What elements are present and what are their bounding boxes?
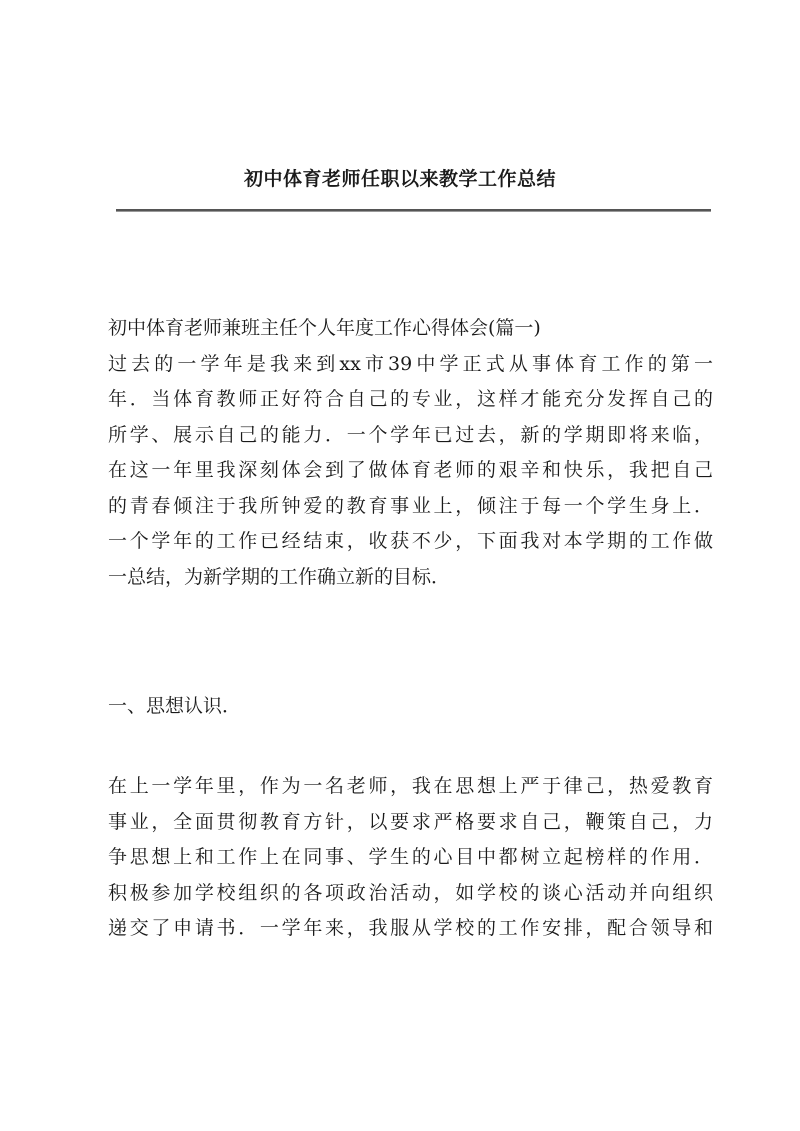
paragraph-line: 过去的一学年是我来到xx市39中学正式从事体育工作的第一	[108, 352, 713, 375]
intro-block	[108, 311, 713, 595]
paragraph-line: 一个学年的工作已经结束，收获不少，下面我对本学期的工作做	[108, 530, 713, 552]
paragraph-line: 的青春倾注于我所钟爱的教育事业上，倾注于每一个学生身上．	[108, 494, 713, 517]
paragraph-line: 积极参加学校组织的各项政治活动，如学校的谈心活动并向组织	[108, 881, 713, 904]
document-title: 初中体育老师任职以来教学工作总结	[243, 168, 556, 190]
paragraph-line: 递交了申请书．一学年来，我服从学校的工作安排，配合领导和	[108, 917, 713, 939]
paragraph-line: 事业，全面贯彻教育方针，以要求严格要求自己，鞭策自己，力	[108, 810, 713, 833]
paragraph-line: 在上一学年里，作为一名老师，我在思想上严于律己，热爱教育	[108, 775, 713, 797]
paragraph-line: 年．当体育教师正好符合自己的专业，这样才能充分发挥自己的	[108, 388, 713, 410]
paragraph-line: 在这一年里我深刻体会到了做体育老师的艰辛和快乐，我把自己	[108, 459, 713, 481]
section-heading-block	[108, 689, 713, 725]
article-subtitle: 初中体育老师兼班主任个人年度工作心得体会(篇一)	[108, 317, 541, 339]
paragraph-line: 所学、展示自己的能力．一个学年已过去，新的学期即将来临，	[108, 423, 713, 446]
title-divider	[116, 209, 711, 212]
paragraph-block	[108, 769, 713, 947]
section-heading: 一、思想认识．	[108, 695, 242, 717]
paragraph-line: 一总结，为新学期的工作确立新的目标．	[108, 565, 451, 588]
paragraph-line: 争思想上和工作上在同事、学生的心目中都树立起榜样的作用．	[108, 846, 713, 868]
